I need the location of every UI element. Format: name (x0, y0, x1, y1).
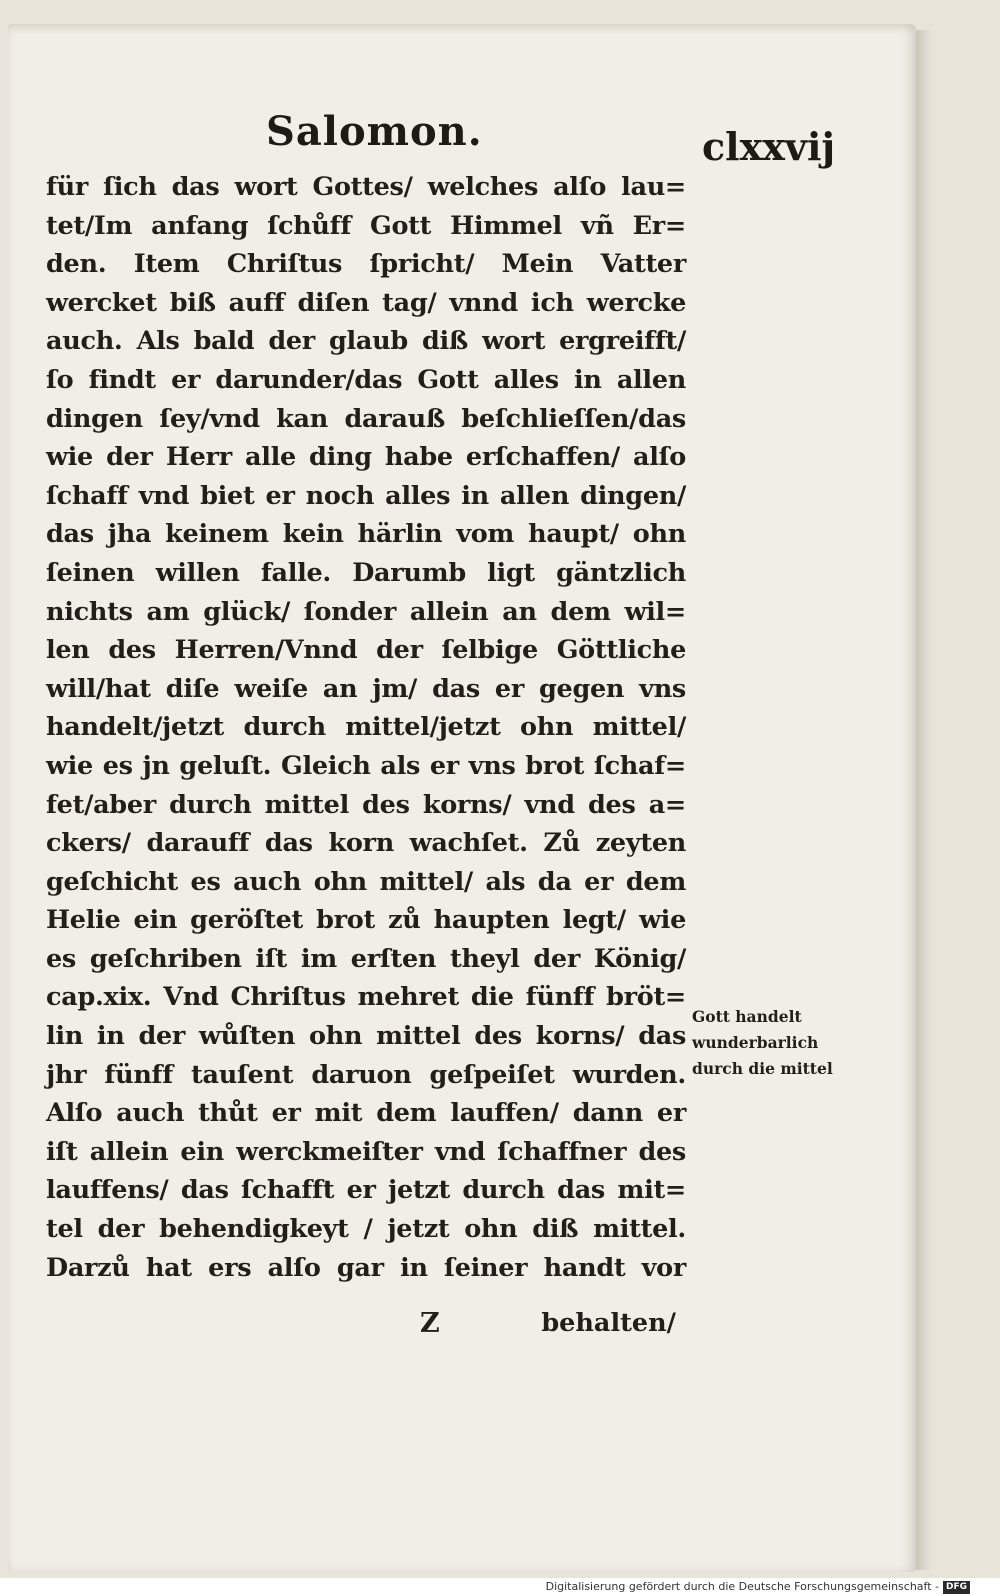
text-line: len des Herren/Vnnd der ſelbige Göttliche (46, 635, 686, 666)
text-line: das jha keinem kein härlin vom haupt/ ohn (46, 519, 686, 550)
page-header (0, 98, 1000, 168)
marginal-note (692, 1004, 862, 1082)
text-line: wie der Herr alle ding habe erſchaffen/ alſo (46, 442, 686, 473)
text-line: dingen ſey/vnd kan darauß beſchlieſſen/das (46, 403, 686, 434)
text-line: jhr fünff tauſent daruon geſpeiſet wurden. (46, 1059, 686, 1090)
credit-text: Digitalisierung gefördert durch die Deutsche Forschungsgemeinschaft - (545, 1580, 939, 1593)
text-line: für ſich das wort Gottes/ welches alſo lau= (46, 172, 686, 202)
text-line: Darzů hat ers alſo gar in ſeiner handt vor (46, 1252, 686, 1283)
text-line: ſo findt er darunder/das Gott alles in allen (46, 364, 686, 395)
text-line: auch. Als bald der glaub diß wort ergreifft/ (46, 326, 686, 357)
text-line: Alſo auch thůt er mit dem lauffen/ dann er (46, 1098, 686, 1129)
text-line: handelt/jetzt durch mittel/jetzt ohn mittel/ (46, 712, 686, 743)
text-line: tet/Im anfang ſchůff Gott Himmel vñ Er= (46, 210, 686, 241)
text-line: Helie ein geröſtet brot zů haupten legt/ wie (46, 905, 686, 936)
text-line: lin in der wůſten ohn mittel des korns/ das (46, 1021, 686, 1052)
text-line: wie es jn geluſt. Gleich als er vns brot ſchaf= (46, 750, 686, 781)
text-line: cap.xix. Vnd Chriſtus mehret die fünff bröt= (46, 982, 686, 1013)
marginal-note-line: wunderbarlich (692, 1033, 819, 1052)
text-line: es geſchriben iſt im erſten theyl der König/ (46, 943, 686, 974)
page-footer-marks (46, 1308, 686, 1348)
catchword: behalten/ (541, 1308, 676, 1338)
text-line: iſt allein ein werckmeiſter vnd ſchaffner des (46, 1136, 686, 1167)
page-edge-shadow (916, 30, 932, 1570)
text-line: lauffens/ das ſchafft er jetzt durch das mit= (46, 1175, 686, 1206)
folio-number: clxxvij (702, 124, 836, 169)
signature-mark: Z (420, 1308, 440, 1339)
text-line: ckers/ darauff das korn wachſet. Zů zeyten (46, 828, 686, 859)
text-line: den. Item Chriſtus ſpricht/ Mein Vatter (46, 249, 686, 280)
dfg-logo: DFG (943, 1581, 970, 1594)
text-line: nichts am glück/ ſonder allein an dem wil= (46, 596, 686, 627)
text-line: tel der behendigkeyt / jetzt ohn diß mittel. (46, 1214, 686, 1245)
text-line: wercket biß auff diſen tag/ vnnd ich wercke (46, 287, 686, 318)
main-text-block (46, 168, 686, 1287)
text-line: geſchicht es auch ohn mittel/ als da er dem (46, 866, 686, 897)
digitization-credit (546, 1579, 970, 1595)
running-title: Salomon. (266, 108, 483, 155)
text-line: ſeinen willen falle. Darumb ligt gäntzlich (46, 557, 686, 588)
marginal-note-line: Gott handelt (692, 1007, 802, 1026)
text-line: fet/aber durch mittel des korns/ vnd des a= (46, 789, 686, 820)
marginal-note-line: durch die mittel (692, 1059, 833, 1078)
text-line: ſchaff vnd biet er noch alles in allen dingen/ (46, 480, 686, 511)
text-line: will/hat diſe weiſe an jm/ das er gegen vns (46, 673, 686, 704)
